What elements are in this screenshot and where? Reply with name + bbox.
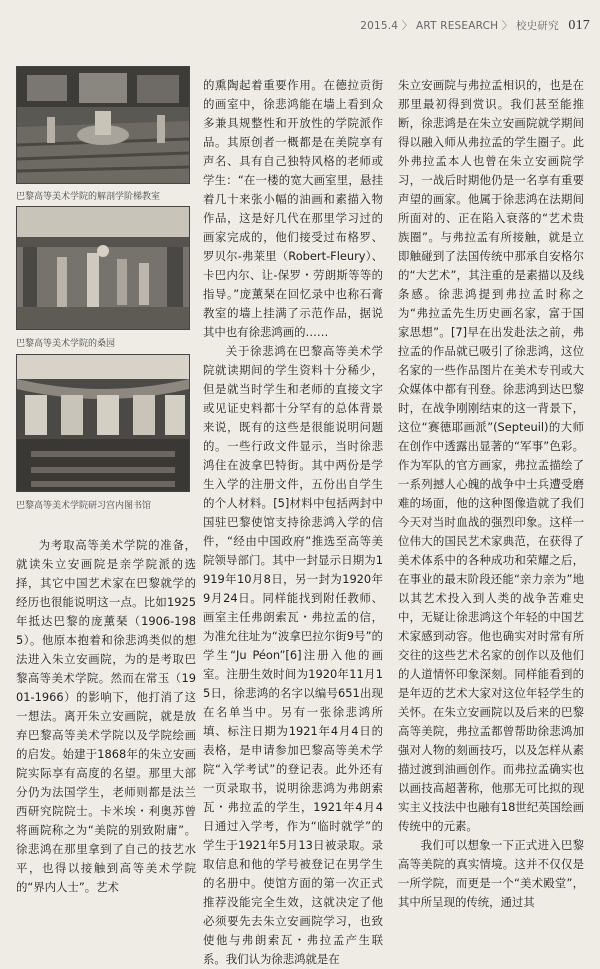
figure-caption: 巴黎高等美术学院的桑园 [16,339,116,349]
text-column-2 [203,76,383,966]
photo-library [16,354,190,492]
paragraph: 我们可以想象一下正式进入巴黎高等美院的真实情境。这并不仅仅是一所学院，而更是一个“美术殿堂”，其中所呈现的传统，通过其 [398,838,584,909]
paragraph: 关于徐悲鸿在巴黎高等美术学院就读期间的学生资料十分稀少，但是就当时学生和老师的直接文字或见证史料都十分罕有的总体背景来说，既有的这些是很能说明问题的。一些行政文件显示，当时徐悲鸿住在波拿巴特街。其中两份是学生入学的注册文件，五份出自学生的个人材料。[5]材料中包括两封中国驻巴黎使馆支持徐悲鸿入学的信件，“经由中国政府”推选至高等美院领导部门。其中一封显示日期为1919年10月8日，另一封为1920年9月24日。同样能找到附任教师、画室主任弗朗索瓦・弗拉孟的信，为准允往址为“波拿巴拉尔街9号”的学生“Ju Péon”[6]注册入他的画室。注册生效时间为1920年11月15日，徐悲鸿的名字以编号651出现在名单当中。另有一张徐悲鸿所填、标注日期为1921年4月4日的表格，是申请参加巴黎高等美术学院“入学考试”的登记表。此外还有一页录取书，说明徐悲鸿为弗朗索瓦・弗拉孟的学生，1921年4月4日通过入学考，作为“临时就学”的学生于1921年5月13日被录取。录取信息和他的学号被登记在男学生的名册中。使馆方面的第一次正式推荐没能完全生效，这就决定了他必须要先去朱立安画院学习，也致使他与弗朗索瓦・弗拉孟产生联系。我们认为徐悲鸿就是在 [203,344,383,966]
photo-anatomy-amphitheater [16,66,190,184]
page-number: 017 [568,18,590,33]
text-column-1 [16,536,196,894]
paragraph: 为考取高等美术学院的准备，就读朱立安画院是亲学院派的选择，其它中国艺术家在巴黎就学的经历也很能说明这一点。比如1925年抵达巴黎的庞薰琹（1906-1985）。他原本抱着和徐悲鸿类似的想法进入朱立安画院，为的是考取巴黎高等美术学院。然而在常玉（1901-1966）的影响下，他打消了这一想法。离开朱立安画院，就是放弃巴黎高等美术学院以及学院绘画的启发。始建于1868年的朱立安画院实际享有高度的名望。那里大部分仍为法国学生，老师则都是法兰西研究院院士。卡米埃・利奥苏曾将画院称之为“美院的别致附庸”。徐悲鸿在那里拿到了自己的技艺水平，也得以接触到高等美术学院的“界内人士”。艺术 [16,538,196,894]
photo-sculpture-court [16,206,190,330]
paragraph: 朱立安画院与弗拉孟相识的，也是在那里最初得到赏识。我们甚至能推断，徐悲鸿是在朱立安画院就学期间得以融入师从弗拉孟的学生圈子。此外弗拉孟本人也曾在朱立安画院学习，一战后时期他仍是一名享有重要声望的画家。他属于徐悲鸿在法期间所面对的、正在陷入衰落的“艺术贵族圈”。与弗拉孟有所接触，就是立即触碰到了法国传统中那承自安格尔的“大艺术”，其注重的是素描以及线条感。徐悲鸿提到弗拉孟时称之为“弗拉孟先生历史画名家，富于国家思想”。[7]早在出发赴法之前，弗拉孟的作品就已吸引了徐悲鸿，这位名家的一些作品图片在美术专刊或大众媒体中都有刊登。徐悲鸿到达巴黎时，在战争刚刚结束的这一背景下，这位“赛德耶画派”(Septeuil)的大师在创作中透露出显著的“军事”色彩。作为军队的官方画家，弗拉孟描绘了一系列撼人心魄的战争中士兵遭受磨难的场面，他的这种图像造就了我们今天对当时血战的强烈印象。这样一位伟大的国民艺术家典范，在获得了美术体系中的各种成功和荣耀之后，在事业的最末阶段还能“亲力亲为”地以其艺术投入到人类的战争苦难史中，无疑让徐悲鸿这个年轻的中国艺术家感到动容。他也确实对时常有所交往的这些艺术名家的创作以及他们的人道情怀印象深刻。同样能看到的是年迈的艺术大家对这位年轻学生的关怀。在朱立安画院以及后来的巴黎高等美院，弗拉孟都曾帮助徐悲鸿加强对人物的刻画技巧，以及怎样从素描过渡到油画创作。而弗拉孟确实也以画技高超著称，他那无可比拟的现实主义技法中也融有18世纪英国绘画传统中的元素。 [398,78,584,833]
header-separator-2: 〉 [501,20,513,32]
text-column-3 [398,76,584,909]
figure-caption: 巴黎高等美术学院的解剖学阶梯教室 [16,192,161,202]
subsection-name: 校史研究 [516,20,559,32]
figure-caption: 巴黎高等美术学院研习宫内图书馆 [16,501,152,511]
issue-number: 2015.4 [360,20,399,32]
header-separator: 〉 [401,20,413,32]
paragraph: 的熏陶起着重要作用。在德拉贡街的画室中，徐悲鸿能在墙上看到众多兼具规整性和开放性的学院派作品。其原创者一概都是在美院享有声名、具有自己独特风格的老师或学生：“在一楼的宽大画室里，悬挂着几十来张小幅的油画和素描入物作品，这是好几代在那里学习过的画家完成的，他们接受过布格罗、罗贝尔-弗莱里（Robert-Fleury）、卡巴内尔、让-保罗・劳朗斯等等的指导。”庞薰琹在回忆录中也称石膏教室的墙上挂满了示范作品，据说其中也有徐悲鸿画的…… [203,78,383,339]
section-name: ART RESEARCH [415,20,499,32]
running-header [360,18,590,34]
